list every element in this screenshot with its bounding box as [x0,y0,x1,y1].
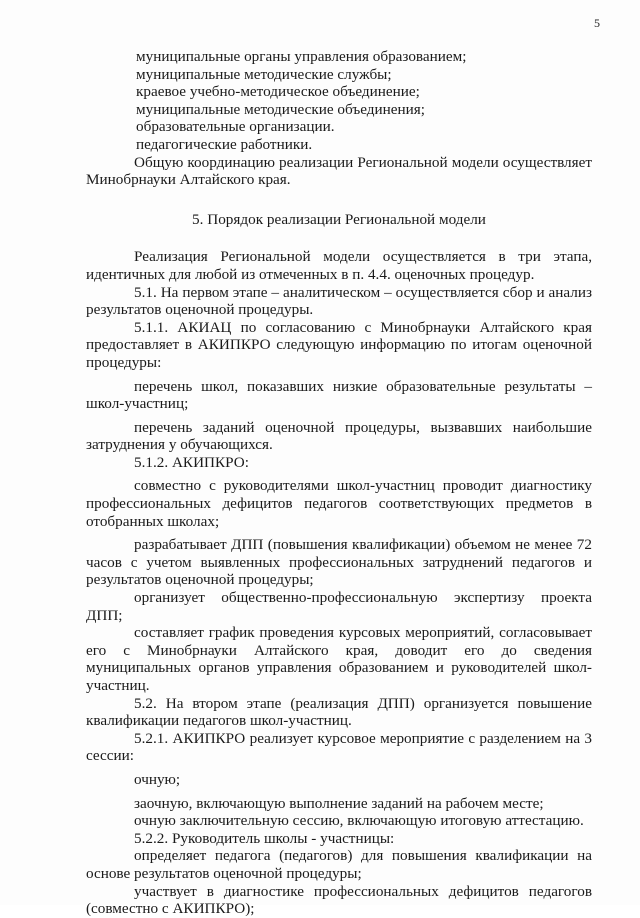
paragraph-5-1-2-a: совместно с руководителями школ-участниц проводит диагностику профессиональных дефицитов педагогов соответствующих предметов в отобранных школах; [86,477,592,530]
paragraph-5-1-2-c: организует общественно-профессиональную экспертизу проекта ДПП; [86,589,592,624]
list-item: образовательные организации. [136,118,335,136]
paragraph-5-1: 5.1. На первом этапе – аналитическом – осуществляется сбор и анализ результатов оценочной процедуры. [86,283,592,319]
paragraph-5-2-1-a: очную; [134,770,181,788]
list-item: муниципальные органы управления образованием; [136,48,467,65]
paragraph-5-1-1-a: перечень школ, показавших низкие образовательные результаты – школ-участниц; [86,377,592,413]
paragraph-5-2-2: 5.2.2. Руководитель школы - участницы: [134,829,395,847]
paragraph-5-2-1-c: очную заключительную сессию, включающую итоговую аттестацию. [134,812,584,830]
paragraph-5-1-2-b: разрабатывает ДПП (повышения квалификации) объемом не менее 72 часов с учетом выявленных профессиональных затруднений педагогов и результатов оценочной процедуры; [86,536,592,589]
list-item: муниципальные методические объединения; [136,100,425,118]
paragraph-5-2-1: 5.2.1. АКИПКРО реализует курсовое мероприятие с разделением на 3 сессии: [86,729,592,765]
paragraph-5-1-1-b: перечень заданий оценочной процедуры, вызвавших наибольшие затруднения у обучающихся. [86,418,592,454]
list-item: краевое учебно-методическое объединение; [136,83,420,101]
list-item: педагогические работники. [136,135,313,153]
paragraph-5-2-2-a: определяет педагога (педагогов) для повышения квалификации на основе результатов оценочной процедуры; [86,847,592,882]
coordination-paragraph: Общую координацию реализации Региональной модели осуществляет Минобрнауки Алтайского края. [86,153,592,189]
paragraph-5-2-1-b: заочную, включающую выполнение заданий на рабочем месте; [134,794,544,812]
paragraph-5-1-2: 5.1.2. АКИПКРО: [134,453,249,471]
page-number: 5 [594,16,600,30]
list-item: муниципальные методические службы; [136,65,392,83]
paragraph-5-2-2-b: участвует в диагностике профессиональных дефицитов педагогов (совместно с АКИПКРО); [86,882,592,918]
paragraph-5-1-1: 5.1.1. АКИАЦ по согласованию с Минобрнауки Алтайского края предоставляет в АКИПКРО следующую информацию по итогам оценочной процедуры: [86,318,592,371]
paragraph-intro: Реализация Региональной модели осуществляется в три этапа, идентичных для любой из отмеченных в п. 4.4. оценочных процедур. [86,248,592,283]
paragraph-5-1-2-d: составляет график проведения курсовых мероприятий, согласовывает его с Минобрнауки Алтайского края, доводит его до сведения муниципальных органов управления образованием и руководителей школ-участниц. [86,624,592,694]
document-body [86,48,592,918]
section-heading: 5. Порядок реализации Региональной модели [192,210,486,228]
paragraph-5-2: 5.2. На втором этапе (реализация ДПП) организуется повышение квалификации педагогов школ-участниц. [86,694,592,730]
